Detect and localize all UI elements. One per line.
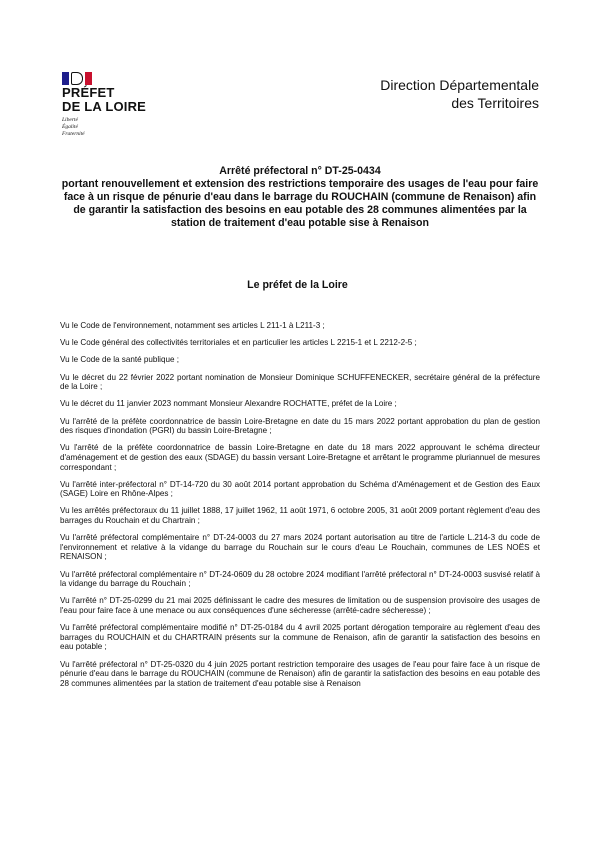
visa-item: Vu l'arrêté de la préfète coordonnatrice de bassin Loire-Bretagne en date du 15 mars 2022 portant approbation du plan de gestion des risques d'inondation (PGRI) du bassin Loire-Bretagne ; <box>60 416 540 436</box>
visa-item: Vu le Code de l'environnement, notamment ses articles L 211-1 à L211-3 ; <box>60 321 325 330</box>
visa-item: Vu le Code de la santé publique ; <box>60 355 179 365</box>
visa-item: Vu le Code général des collectivités territoriales et en particulier les articles L 2215-1 et L 2212-2-5 ; <box>60 338 417 348</box>
arrete-subject: portant renouvellement et extension des restrictions temporaire des usages de l'eau pour faire face à un risque de pénurie d'eau dans le barrage du ROUCHAIN (commune de Renaison) afin de garantir la satisfaction des besoins en eau potable des 28 communes alimentées par la station de traitement d'eau potable sise à Renaison <box>61 178 539 229</box>
direction-heading <box>380 76 539 112</box>
visa-item: Vu l'arrêté inter-préfectoral n° DT-14-720 du 30 août 2014 portant approbation du Schéma d'Aménagement et de Gestion des Eaux (SAGE) Loire en Rhône-Alpes ; <box>60 479 540 499</box>
prefet-logo <box>62 70 172 138</box>
direction-line-1: Direction Départementale <box>380 77 539 93</box>
prefet-heading: Le préfet de la Loire <box>247 279 348 291</box>
prefet-department: DE LA LOIRE <box>62 99 147 114</box>
arrete-number: Arrêté préfectoral n° DT-25-0434 <box>219 165 381 177</box>
visa-item: Vu le décret du 11 janvier 2023 nommant Monsieur Alexandre ROCHATTE, préfet de la Loire ; <box>60 399 397 409</box>
direction-line-2: des Territoires <box>451 95 539 111</box>
arrete-title <box>60 165 540 230</box>
visa-item: Vu l'arrêté préfectoral complémentaire modifié n° DT-25-0184 du 4 avril 2025 portant dérogation temporaire au règlement d'eau des barrages du ROUCHAIN et du CHARTRAIN présents sur la commune de Renaison, afin de garantir la satisfaction des besoins en eau potable ; <box>60 623 540 652</box>
motto-egalite: Égalité <box>62 124 78 130</box>
prefet-title: PRÉFET <box>62 85 115 100</box>
visas-list <box>60 321 540 696</box>
visa-item: Vu l'arrêté préfectoral n° DT-25-0320 du 4 juin 2025 portant restriction temporaire des usages de l'eau pour faire face à un risque de pénurie d'eau dans le barrage du ROUCHAIN (commune de Renaison) afin de garantir la satisfaction des besoins en eau potable des 28 communes alimentées par la station de traitement d'eau potable sise à Renaison <box>60 659 540 688</box>
visa-item: Vu l'arrêté n° DT-25-0299 du 21 mai 2025 définissant le cadre des mesures de limitation ou de suspension provisoire des usages de l'eau pour faire face à une menace ou aux conséquences d'une sécheresse (arrêté-cadre sécheresse) ; <box>60 596 540 615</box>
visa-item: Vu les arrêtés préfectoraux du 11 juillet 1888, 17 juillet 1962, 11 août 1971, 6 octobre 2005, 31 août 2009 portant règlement d'eau des barrages du Rouchain et du Chartrain ; <box>60 506 540 526</box>
republic-motto <box>62 117 172 138</box>
motto-fraternite: Fraternité <box>62 131 85 137</box>
visa-item: Vu l'arrêté préfectoral complémentaire n° DT-24-0609 du 28 octobre 2024 modifiant l'arrêté préfectoral n° DT-24-0003 susvisé relatif à la vidange du barrage du Rouchain ; <box>60 569 540 589</box>
motto-liberte: Liberté <box>62 117 78 123</box>
visa-item: Vu l'arrêté préfectoral complémentaire n° DT-24-0003 du 27 mars 2024 portant autorisation au titre de l'article L.214-3 du code de l'environnement et relative à la vidange du barrage du Rouchain sur le cours d'eau Le Rouchain, communes de LES NOËS et RENAISON ; <box>60 533 540 562</box>
marianne-icon <box>62 70 172 86</box>
visa-item: Vu l'arrêté de la préfète coordonnatrice de bassin Loire-Bretagne en date du 18 mars 2022 approuvant le schéma directeur d'aménagement et de gestion des eaux (SDAGE) du bassin versant Loire-Bretagne et arrêtant le programme pluriannuel de mesures correspondant ; <box>60 443 540 472</box>
visa-item: Vu le décret du 22 février 2022 portant nomination de Monsieur Dominique SCHUFFENECKER, secrétaire général de la préfecture de la Loire ; <box>60 372 540 392</box>
